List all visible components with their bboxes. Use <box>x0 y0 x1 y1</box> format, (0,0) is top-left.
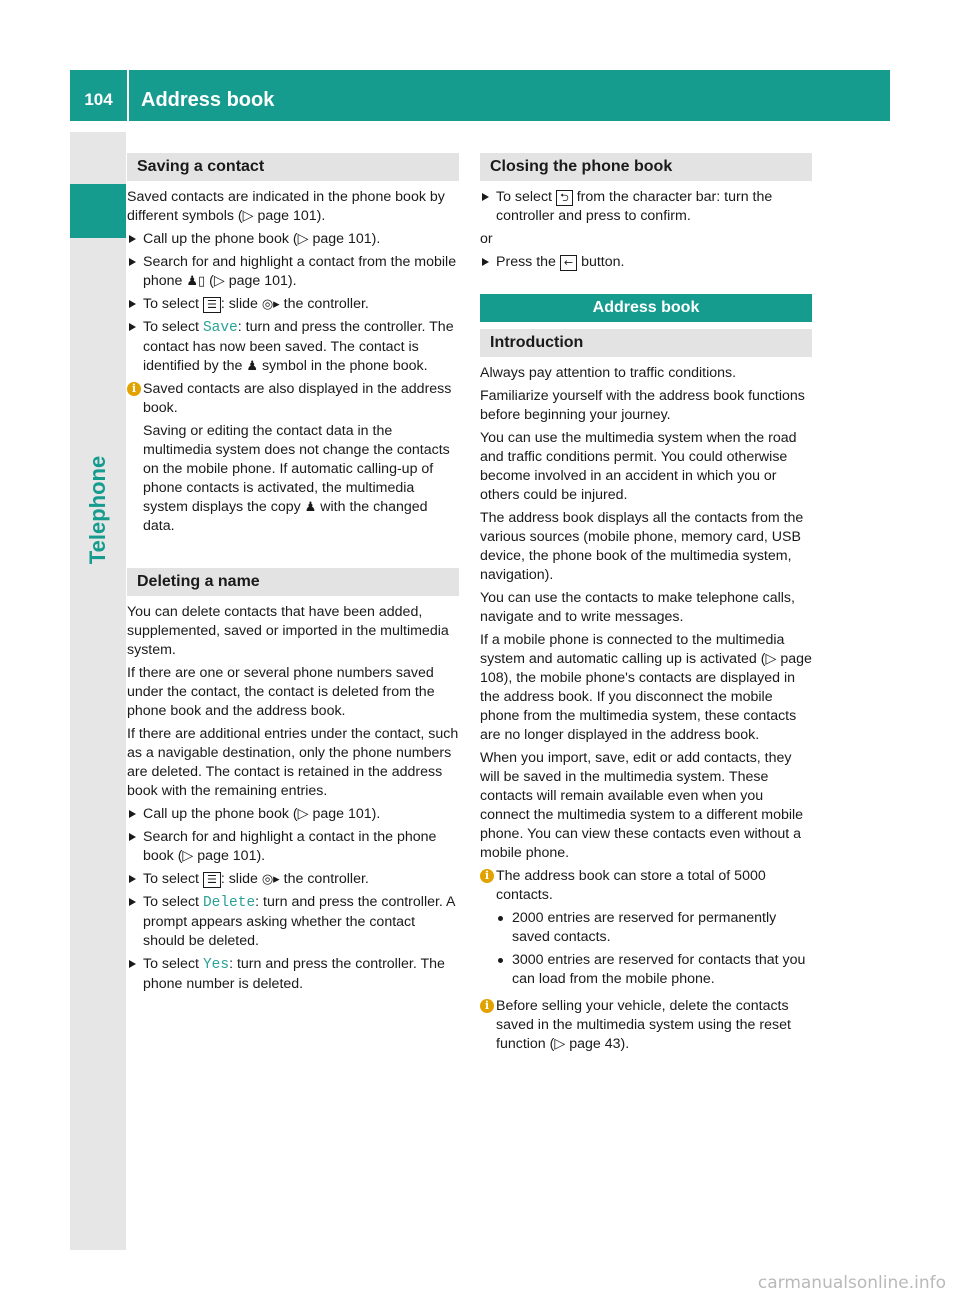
section-heading-deleting: Deleting a name <box>127 568 459 596</box>
page-number: 104 <box>84 90 113 109</box>
save-contact-icon: ☰ <box>203 297 221 313</box>
ui-save-label: Save <box>202 320 238 336</box>
intro-para-2: Familiarize yourself with the address book functions before beginning your journey. <box>480 388 805 423</box>
watermark: carmanualsonline.info <box>757 1273 946 1293</box>
saving-step-2: Search for and highlight a contact from the mobile phone ♟▯ (▷ page 101). <box>127 253 459 291</box>
side-tab-label: Telephone <box>85 455 110 565</box>
controller-slide-right-icon: ◎▸ <box>261 297 280 312</box>
header-divider <box>127 70 129 121</box>
deleting-step-4: To select Delete: turn and press the controller. A prompt appears asking whether the contact should be deleted. <box>127 893 459 951</box>
capacity-note: i The address book can store a total of 5000 contacts. <box>480 867 812 905</box>
deleting-para-3: If there are additional entries under the contact, such as a navigable destination, only the phone numbers are deleted. The contact is retained in the address book with the remaining entries. <box>127 726 459 799</box>
saving-step-3: To select ☰ : slide ◎▸ the controller. <box>127 295 459 314</box>
saving-intro: Saved contacts are indicated in the phone book by different symbols (▷ page 101). <box>127 189 445 224</box>
page-header <box>70 70 890 121</box>
chapter-title: Address book <box>141 89 275 111</box>
controller-slide-right-icon: ◎▸ <box>261 872 280 887</box>
ui-delete-label: Delete <box>202 895 256 911</box>
deleting-para-1: You can delete contacts that have been added, supplemented, saved or imported in the multimedia system. <box>127 604 449 658</box>
deleting-step-5: To select Yes: turn and press the controller. The phone number is deleted. <box>127 955 459 994</box>
capacity-bullet-1: 2000 entries are reserved for permanently saved contacts. <box>480 909 812 947</box>
closing-step-2: Press the ← button. <box>480 253 812 272</box>
capacity-bullet-2: 3000 entries are reserved for contacts that you can load from the mobile phone. <box>480 951 812 989</box>
section-heading-saving: Saving a contact <box>127 153 459 181</box>
closing-or: or <box>480 231 493 247</box>
intro-para-6: If a mobile phone is connected to the multimedia system and automatic calling up is activated (▷ page 108), the mobile phone's contacts are displayed in the address book. If you disconnect the mobile phone from the multimedia system, these contacts are no longer displayed in the address book. <box>480 632 812 743</box>
saving-step-4: To select Save: turn and press the controller. The contact has now been saved. The contact is identified by the ♟ symbol in the phone book. <box>127 318 459 376</box>
selling-note: i Before selling your vehicle, delete the contacts saved in the multimedia system using the reset function (▷ page 43). <box>480 997 812 1054</box>
person-icon: ♟ <box>304 500 317 515</box>
section-heading-closing: Closing the phone book <box>480 153 812 181</box>
info-icon: i <box>480 999 494 1013</box>
intro-para-5: You can use the contacts to make telephone calls, navigate and to write messages. <box>480 590 795 625</box>
side-tab-marker <box>70 184 126 238</box>
person-icon: ♟ <box>246 359 258 374</box>
saving-note: i Saved contacts are also displayed in the address book. Saving or editing the contact data in the multimedia system does not change the contacts on the mobile phone. If automatic calling-up of phone contacts is activated, the multimedia system displays the copy ♟ with the changed data. <box>127 380 459 536</box>
intro-para-7: When you import, save, edit or add contacts, they will be saved in the multimedia system. These contacts will remain available even when you connect the multimedia system to a different mobile phone. You can view these contacts even without a mobile phone. <box>480 750 804 861</box>
info-icon: i <box>480 869 494 883</box>
intro-para-4: The address book displays all the contacts from the various sources (mobile phone, memory card, USB device, the phone book of the multimedia system, navigation). <box>480 510 804 583</box>
person-phone-icon: ♟▯ <box>186 274 206 289</box>
saving-step-1: Call up the phone book (▷ page 101). <box>127 230 459 249</box>
section-heading-introduction: Introduction <box>480 329 812 357</box>
info-icon: i <box>127 382 141 396</box>
deleting-step-2: Search for and highlight a contact in the phone book (▷ page 101). <box>127 828 459 866</box>
deleting-para-2: If there are one or several phone numbers saved under the contact, the contact is deleted from the phone book and the address book. <box>127 665 435 719</box>
back-arrow-icon: ⮌ <box>556 190 573 206</box>
contact-options-icon: ☰ <box>203 872 221 888</box>
ui-yes-label: Yes <box>202 957 230 973</box>
right-column <box>480 153 812 1058</box>
intro-para-3: You can use the multimedia system when the road and traffic conditions permit. You could otherwise become involved in an accident in which you or others could be injured. <box>480 430 797 503</box>
side-tab <box>70 132 126 1250</box>
closing-step-1: To select ⮌ from the character bar: turn the controller and press to confirm. <box>480 188 812 226</box>
section-heading-address-book: Address book <box>480 294 812 322</box>
deleting-step-3: To select ☰ : slide ◎▸ the controller. <box>127 870 459 889</box>
left-column <box>127 153 459 998</box>
intro-para-1: Always pay attention to traffic conditions. <box>480 365 737 381</box>
deleting-step-1: Call up the phone book (▷ page 101). <box>127 805 459 824</box>
back-button-icon: ← <box>560 255 577 271</box>
